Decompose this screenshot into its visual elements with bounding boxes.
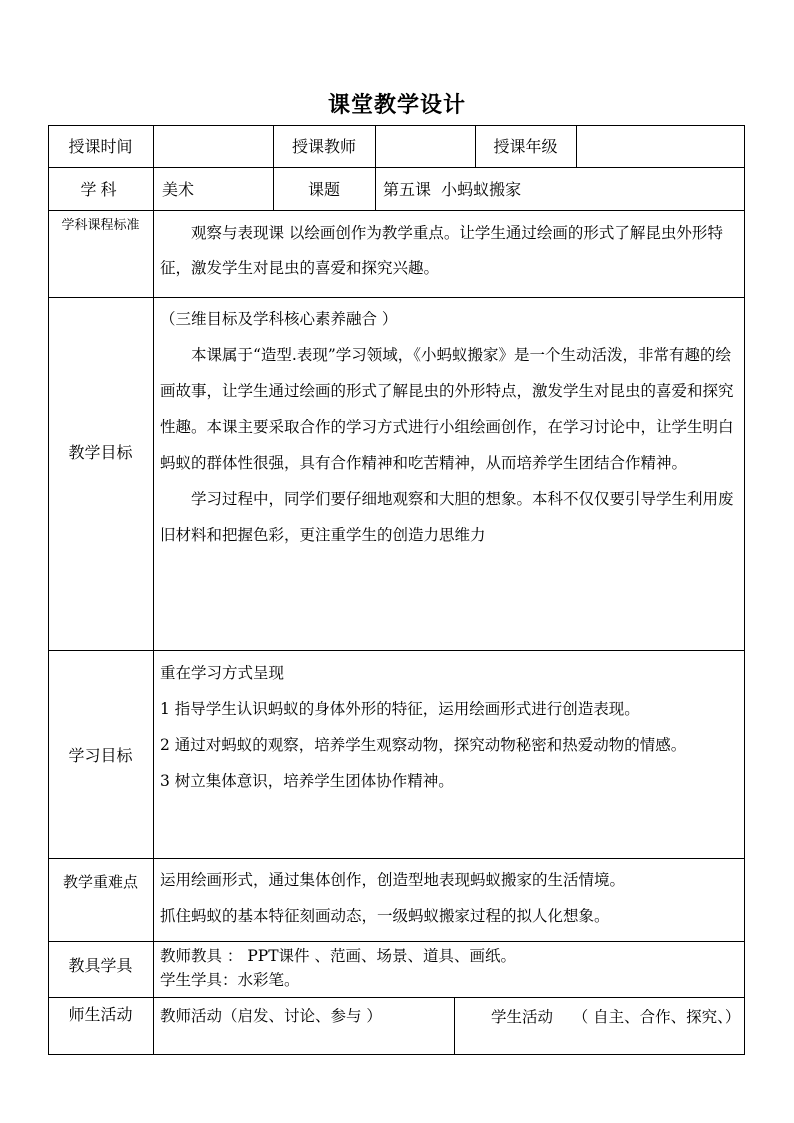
subject-label: 学科 — [80, 180, 121, 199]
key-point-line: 运用绘画形式，通过集体创作，创造型地表现蚂蚁搬家的生活情境。 — [160, 871, 626, 889]
standard-label: 学科课程标准 — [61, 218, 140, 233]
standard-text: 观察与表现课 以绘画创作为教学重点。让学生通过绘画的形式了解昆虫外形特征，激发学生对昆虫的喜爱和探究兴趣。 — [160, 224, 723, 277]
learning-goals-heading: 重在学习方式呈现 — [160, 664, 285, 682]
key-points-label: 教学重难点 — [62, 873, 138, 891]
topic-label: 课题 — [307, 180, 340, 199]
subject-value: 美术 — [162, 180, 195, 199]
key-point-line: 抓住蚂蚁的基本特征刻画动态，一级蚂蚁搬家过程的拟人化想象。 — [160, 907, 610, 925]
teaching-goals-para1: 本课属于“造型.表现”学习领域，《小蚂蚁搬家》是一个生动活泼，非常有趣的绘画故事，让学生通过绘画的形式了解昆虫的外形特点，激发学生对昆虫的喜爱和探究性趣。本课主要采取合作的学习方式进行小组绘画创作，在学习讨论中，让学生明白蚂蚁的群体性很强，具有合作精神和吃苦精神，从而培养学生团结合作精神。 — [160, 346, 734, 472]
tools-content — [160, 944, 742, 992]
teaching-goals-heading: （三维目标及学科核心素养融合 ） — [160, 310, 398, 328]
teaching-goals-para2: 学习过程中，同学们要仔细地观察和大胆的想象。本科不仅仅要引导学生利用废旧材料和把握色彩，更注重学生的创造力思维力 — [160, 490, 734, 544]
teacher-activity: 教师活动（启发、讨论、参与 ） — [160, 1007, 382, 1025]
activities-label: 师生活动 — [68, 1005, 133, 1024]
teacher-label: 授课教师 — [291, 137, 356, 156]
key-points-content — [160, 862, 742, 934]
grade-label: 授课年级 — [493, 137, 558, 156]
teaching-goals-content — [160, 301, 740, 553]
learning-goals-label: 学习目标 — [68, 746, 133, 765]
tools-label: 教具学具 — [68, 956, 133, 975]
teacher-tools: 教师教具 ： PPT课件 、范画、场景、道具、画纸。 — [160, 947, 516, 965]
page-title: 课堂教学设计 — [327, 92, 466, 118]
time-label: 授课时间 — [68, 137, 133, 156]
student-tools: 学生学具：水彩笔。 — [160, 971, 300, 989]
learning-goal-item: 1 指导学生认识蚂蚁的身体外形的特征，运用绘画形式进行创造表现。 — [160, 700, 640, 718]
learning-goal-item: 3 树立集体意识，培养学生团体协作精神。 — [160, 772, 454, 790]
student-activity: 学生活动 （ 自主、合作、探究、） — [491, 1008, 741, 1026]
learning-goal-item: 2 通过对蚂蚁的观察，培养学生观察动物，探究动物秘密和热爱动物的情感。 — [160, 736, 687, 754]
learning-goals-content — [160, 655, 742, 799]
teaching-goals-label: 教学目标 — [68, 443, 133, 462]
topic-value: 第五课 小蚂蚁搬家 — [383, 180, 522, 199]
